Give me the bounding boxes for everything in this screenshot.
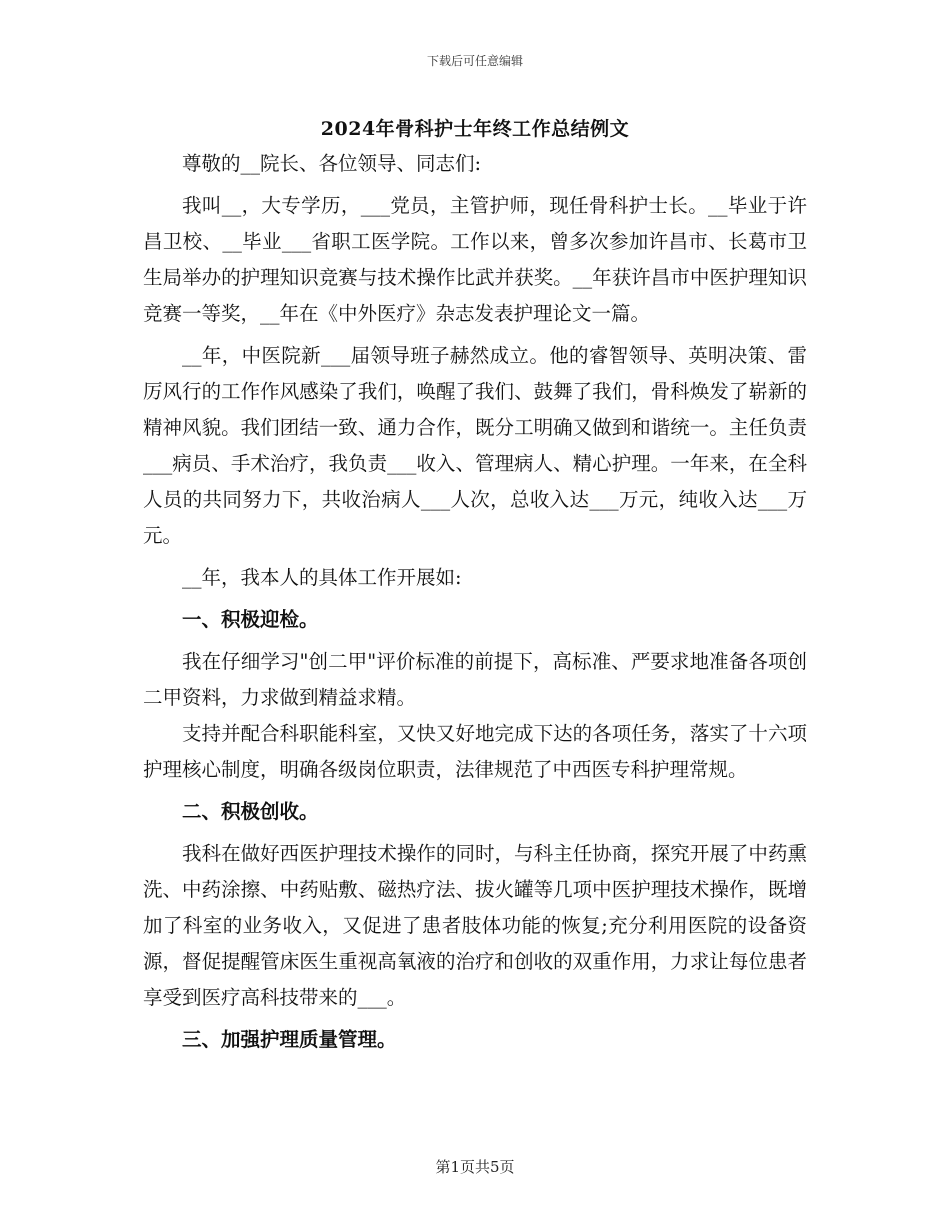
paragraph-work-intro: __年，我本人的具体工作开展如: — [182, 566, 462, 589]
salutation: 尊敬的__院长、各位领导、同志们: — [182, 152, 482, 175]
section-heading-3: 三、加强护理质量管理。 — [182, 1028, 397, 1051]
paragraph-revenue: 我科在做好西医护理技术操作的同时，与科主任协商，探究开展了中药熏洗、中药涂擦、中药贴敷、磁热疗法、拔火罐等几项中医护理技术操作，既增加了科室的业务收入，又促进了患者肢体功能的恢复;充分利用医院的设备资源，督促提醒管床医生重视高氧液的治疗和创收的双重作用，力求让每位患者享受到医疗高科技带来的___。 — [143, 842, 807, 1009]
paragraph-inspection-prep: 我在仔细学习"创二甲"评价标准的前提下，高标准、严要求地准备各项创二甲资料，力求做到精益求精。 — [143, 650, 807, 709]
document-body — [143, 146, 807, 1058]
page-footer: 第1页共5页 — [435, 1158, 515, 1176]
paragraph-team: __年，中医院新___届领导班子赫然成立。他的睿智领导、英明决策、雷厉风行的工作作风感染了我们，唤醒了我们、鼓舞了我们，骨科焕发了崭新的精神风貌。我们团结一致、通力合作，既分工明确又做到和谐统一。主任负责___病员、手术治疗，我负责___收入、管理病人、精心护理。一年来，在全科人员的共同努力下，共收治病人___人次，总收入达___万元，纯收入达___万元。 — [143, 344, 807, 547]
section-heading-2: 二、积极创收。 — [182, 800, 319, 823]
paragraph-inspection-support: 支持并配合科职能科室，又快又好地完成下达的各项任务，落实了十六项护理核心制度，明确各级岗位职责，法律规范了中西医专科护理常规。 — [143, 722, 807, 781]
section-heading-1: 一、积极迎检。 — [182, 608, 319, 631]
document-title: 2024年骨科护士年终工作总结例文 — [320, 118, 630, 140]
paragraph-introduction: 我叫__，大专学历，___党员，主管护师，现任骨科护士长。__毕业于许昌卫校、__毕业___省职工医学院。工作以来，曾多次参加许昌市、长葛市卫生局举办的护理知识竞赛与技术操作比武并获奖。__年获许昌市中医护理知识竞赛一等奖，__年在《中外医疗》杂志发表护理论文一篇。 — [143, 194, 807, 325]
header-note: 下载后可任意编辑 — [426, 54, 523, 68]
